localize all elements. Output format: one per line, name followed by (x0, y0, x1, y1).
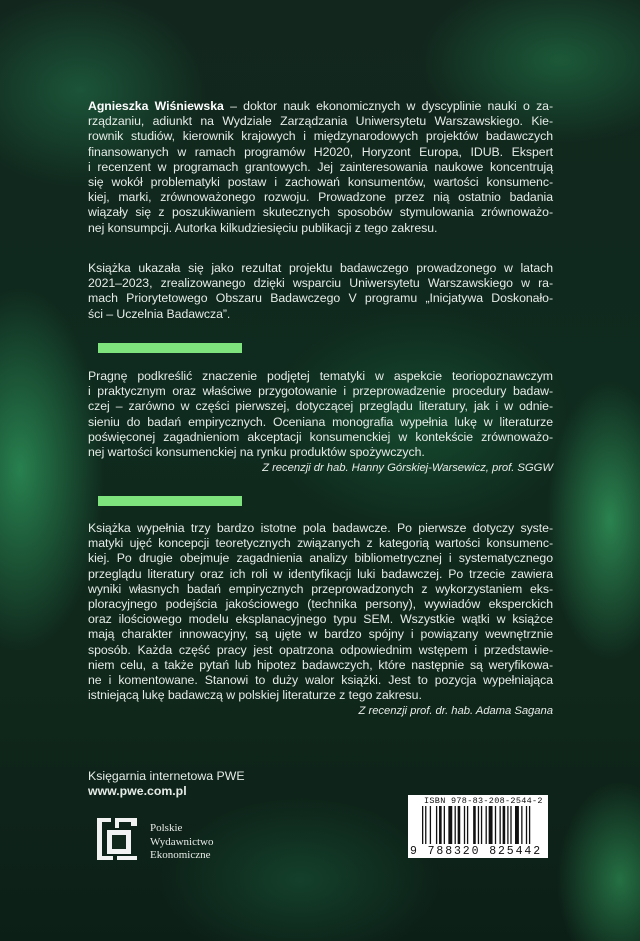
text-line (88, 99, 553, 114)
text-line: 2021–2023, zrealizowanego dzięki wsparciu Uniwersytetu Warszawskiego w ra- (88, 276, 553, 291)
text-line: nej wartości konsumenckiej na rynku produktów spożywczych. (88, 445, 425, 460)
barcode-bar (473, 806, 476, 844)
review-1 (88, 369, 553, 476)
barcode-bar (529, 806, 530, 844)
ean-number: 9 788320 825442 (410, 845, 543, 858)
barcode-bar (464, 806, 465, 844)
barcode-bar (439, 806, 442, 844)
text-line: ploracyjnego podejścia jakościowego (technika persony), wywiadów eksperckich (88, 597, 553, 612)
text-line: nej konsumpcji. Autorka kilkudziesięciu publikacji z tego zakresu. (88, 220, 438, 235)
pwe-logo-icon (97, 818, 137, 860)
text-line: sieniu do badań empirycznych. Oceniana monografia wypełnia lukę w literaturze (88, 414, 553, 429)
publisher-line: Polskie (150, 822, 183, 834)
accent-bar (98, 343, 242, 353)
shop-url[interactable]: www.pwe.com.pl (88, 784, 187, 798)
text-line: poświęconej zagadnieniom akceptacji konsumenckiej w kontekście zrównoważo- (88, 429, 553, 444)
barcode-bar (430, 806, 431, 844)
review-2 (88, 521, 553, 720)
barcode-bar (458, 806, 461, 844)
barcode-bar (448, 806, 452, 844)
text-line: oraz ilościowego modelu eksplanacyjnego typu SEM. Wszystkie wątki w książce (88, 612, 553, 627)
barcode-bar (444, 806, 445, 844)
text-line: rządzaniu, adiunkt na Wydziale Zarządzania Uniwersytetu Warszawskiego. Kie- (88, 114, 553, 129)
text-line: niem celu, a także pytań lub hipotez badawczych, które następnie są weryfikowa- (88, 657, 553, 672)
text-line: sposób. Każda część pracy jest opatrzona odpowiednim wstępem i przedstawie- (88, 642, 553, 657)
text-line: istniejącą lukę badawczą w polskiej literaturze z tego zakresu. (88, 688, 422, 703)
text-line: mach Priorytetowego Obszaru Badawczego V programu „Inicjatywa Doskonało- (88, 291, 553, 306)
text-line: mają charakter innowacyjny, są ujęte w bardzo spójny i powiązany wewnętrznie (88, 627, 553, 642)
barcode-bar (515, 806, 519, 844)
publisher-name (150, 822, 214, 863)
barcode-bar (455, 806, 456, 844)
barcode-bar (495, 806, 496, 844)
text-line: kiej, marki, zrównoważonego rozwoju. Prowadzone przez nią ostatnio badania (88, 190, 553, 205)
review-attribution: Z recenzji prof. dr. hab. Adama Sagana (358, 705, 553, 718)
text-line: ne i komentowane. Stanowi to duży walor książki. Jest to pozycja wypełniająca (88, 673, 553, 688)
text-line: matyki ujęć koncepcji teoretycznych związanych z kategorią wartości konsumenc- (88, 536, 553, 551)
text-line: wiązały się z poszukiwaniem skutecznych sposobów stymulowania zrównoważo- (88, 205, 553, 220)
publisher-line: Ekonomiczne (150, 849, 211, 861)
isbn-text: ISBN 978-83-208-2544-2 (424, 796, 543, 806)
shop-label: Księgarnia internetowa PWE (88, 769, 245, 783)
text-line: Książka ukazała się jako rezultat projektu badawczego prowadzonego w latach (88, 261, 553, 275)
barcode-bar (422, 806, 423, 844)
text-line: finansowanych w ramach programów H2020, Horyzont Europa, IDUB. Ekspert (88, 144, 553, 159)
text-line: i recenzent w programach grantowych. Jej zainteresowania naukowe koncentrują (88, 159, 553, 174)
author-name: Agnieszka Wiśniewska (88, 99, 224, 113)
barcode-bar (507, 806, 508, 844)
barcode-bar (436, 806, 437, 844)
text-line: kiej. Po drugie obejmuje zagadnienia analizy bibliometrycznej i systematycznego (88, 551, 553, 566)
author-bio (88, 99, 553, 236)
text: – doktor nauk ekonomicznych w dyscyplinie nauki o za- (223, 99, 554, 113)
barcode-bar (489, 806, 493, 844)
text-line: Pragnę podkreślić znaczenie podjętej tematyki w aspekcie teoriopoznawczym (88, 369, 553, 383)
barcode-bar (425, 806, 426, 844)
isbn-barcode (408, 795, 548, 858)
text-line: się wokół problematyki postaw i zachowań konsumentów, wartości konsumenc- (88, 175, 553, 190)
text-line: Książka wypełnia trzy bardzo istotne pola badawcze. Po pierwsze dotyczy syste- (88, 521, 553, 535)
text-line: przeglądu literatury oraz ich roli w identyfikacji luki badawczej. Po trzecie zawiera (88, 566, 553, 581)
publisher-line: Wydawnictwo (150, 835, 214, 848)
barcode-bar (481, 806, 482, 844)
project-note (88, 261, 553, 322)
barcode-bar (521, 806, 522, 844)
accent-bar (98, 496, 242, 506)
barcode-bar (510, 806, 511, 844)
review-attribution: Z recenzji dr hab. Hanny Górskiej-Warsewicz, prof. SGGW (262, 462, 553, 475)
text-line: ści – Uczelnia Badawcza”. (88, 306, 231, 321)
barcode-bar (486, 806, 487, 844)
barcode-bar (500, 806, 501, 844)
text-line: rownik studiów, kierownik krajowych i międzynarodowych projektów badawczych (88, 129, 553, 144)
barcode-bar (467, 806, 468, 844)
barcode-bars (422, 806, 546, 844)
barcode-bar (503, 806, 506, 844)
text-line: wyniki własnych badań empirycznych przeprowadzonych z wykorzystaniem eks- (88, 581, 553, 596)
barcode-bar (478, 806, 479, 844)
barcode-bar (526, 806, 527, 844)
text-line: i praktycznym oraz właściwe przygotowanie i przeprowadzenie procedury badaw- (88, 384, 553, 399)
text-line: czej – zarówno w części pierwszej, dotyczącej przeglądu literatury, jak i w odnie- (88, 399, 553, 414)
